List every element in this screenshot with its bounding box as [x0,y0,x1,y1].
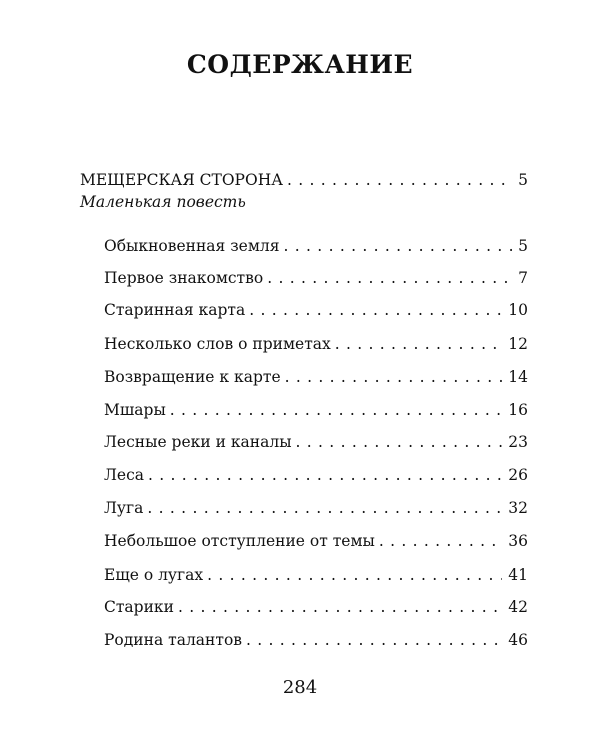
chapter-title: Несколько слов о приметах [104,335,331,353]
toc-entry-lesa[interactable] [104,465,528,485]
chapter-page-number: 16 [508,401,528,419]
toc-entry-pervoe-znakomstvo[interactable] [104,268,528,288]
toc-section-entry[interactable] [80,170,528,190]
chapter-page-number: 36 [508,532,528,550]
chapter-title: Старинная карта [104,301,246,319]
section-subtitle: Маленькая повесть [80,193,246,211]
chapter-page-number: 42 [508,598,528,616]
toc-entry-starinnaya-karta[interactable] [104,300,528,320]
chapter-title: Возвращение к карте [104,368,281,386]
toc-entry-nebolshoe-otstuplenie[interactable] [104,531,528,551]
chapter-page-number: 26 [508,466,528,484]
section-title: МЕЩЕРСКАЯ СТОРОНА [80,171,283,189]
dot-leader [249,300,502,320]
toc-entry-neskolko-slov-o-primetah[interactable] [104,334,528,354]
dot-leader [148,465,502,485]
chapter-page-number: 12 [508,335,528,353]
chapter-title: Леса [104,466,145,484]
chapter-title: Обыкновенная земля [104,237,280,255]
chapter-page-number: 7 [518,269,528,287]
chapter-page-number: 10 [508,301,528,319]
chapter-title: Лесные реки и каналы [104,433,292,451]
chapter-page-number: 46 [508,631,528,649]
chapter-title: Родина талантов [104,631,243,649]
chapter-page-number: 32 [508,499,528,517]
dot-leader [287,170,512,190]
dot-leader [246,630,502,650]
toc-entry-luga[interactable] [104,498,528,518]
page-number: 284 [282,677,318,698]
dot-leader [267,268,512,288]
chapter-title: Луга [104,499,144,517]
chapter-page-number: 23 [508,433,528,451]
toc-entry-obyknovennaya-zemlya[interactable] [104,236,528,256]
dot-leader [296,432,503,452]
dot-leader [147,498,502,518]
toc-entry-vozvrashchenie-k-karte[interactable] [104,367,528,387]
chapter-title: Первое знакомство [104,269,264,287]
toc-entry-stariki[interactable] [104,597,528,617]
chapter-page-number: 14 [508,368,528,386]
dot-leader [284,236,513,256]
page-title: СОДЕРЖАНИЕ [186,50,414,79]
toc-entry-mshary[interactable] [104,400,528,420]
dot-leader [178,597,502,617]
toc-entry-eshche-o-lugah[interactable] [104,565,528,585]
chapter-title: Старики [104,598,174,616]
dot-leader [335,334,503,354]
chapter-page-number: 41 [508,566,528,584]
chapter-title: Мшары [104,401,166,419]
toc-entry-lesnye-reki-i-kanaly[interactable] [104,432,528,452]
dot-leader [207,565,502,585]
chapter-page-number: 5 [518,237,528,255]
chapter-title: Небольшое отступление от темы [104,532,375,550]
toc-entry-rodina-talantov[interactable] [104,630,528,650]
dot-leader [285,367,503,387]
chapter-title: Еще о лугах [104,566,204,584]
section-page-number: 5 [518,171,528,189]
dot-leader [170,400,502,420]
dot-leader [379,531,502,551]
